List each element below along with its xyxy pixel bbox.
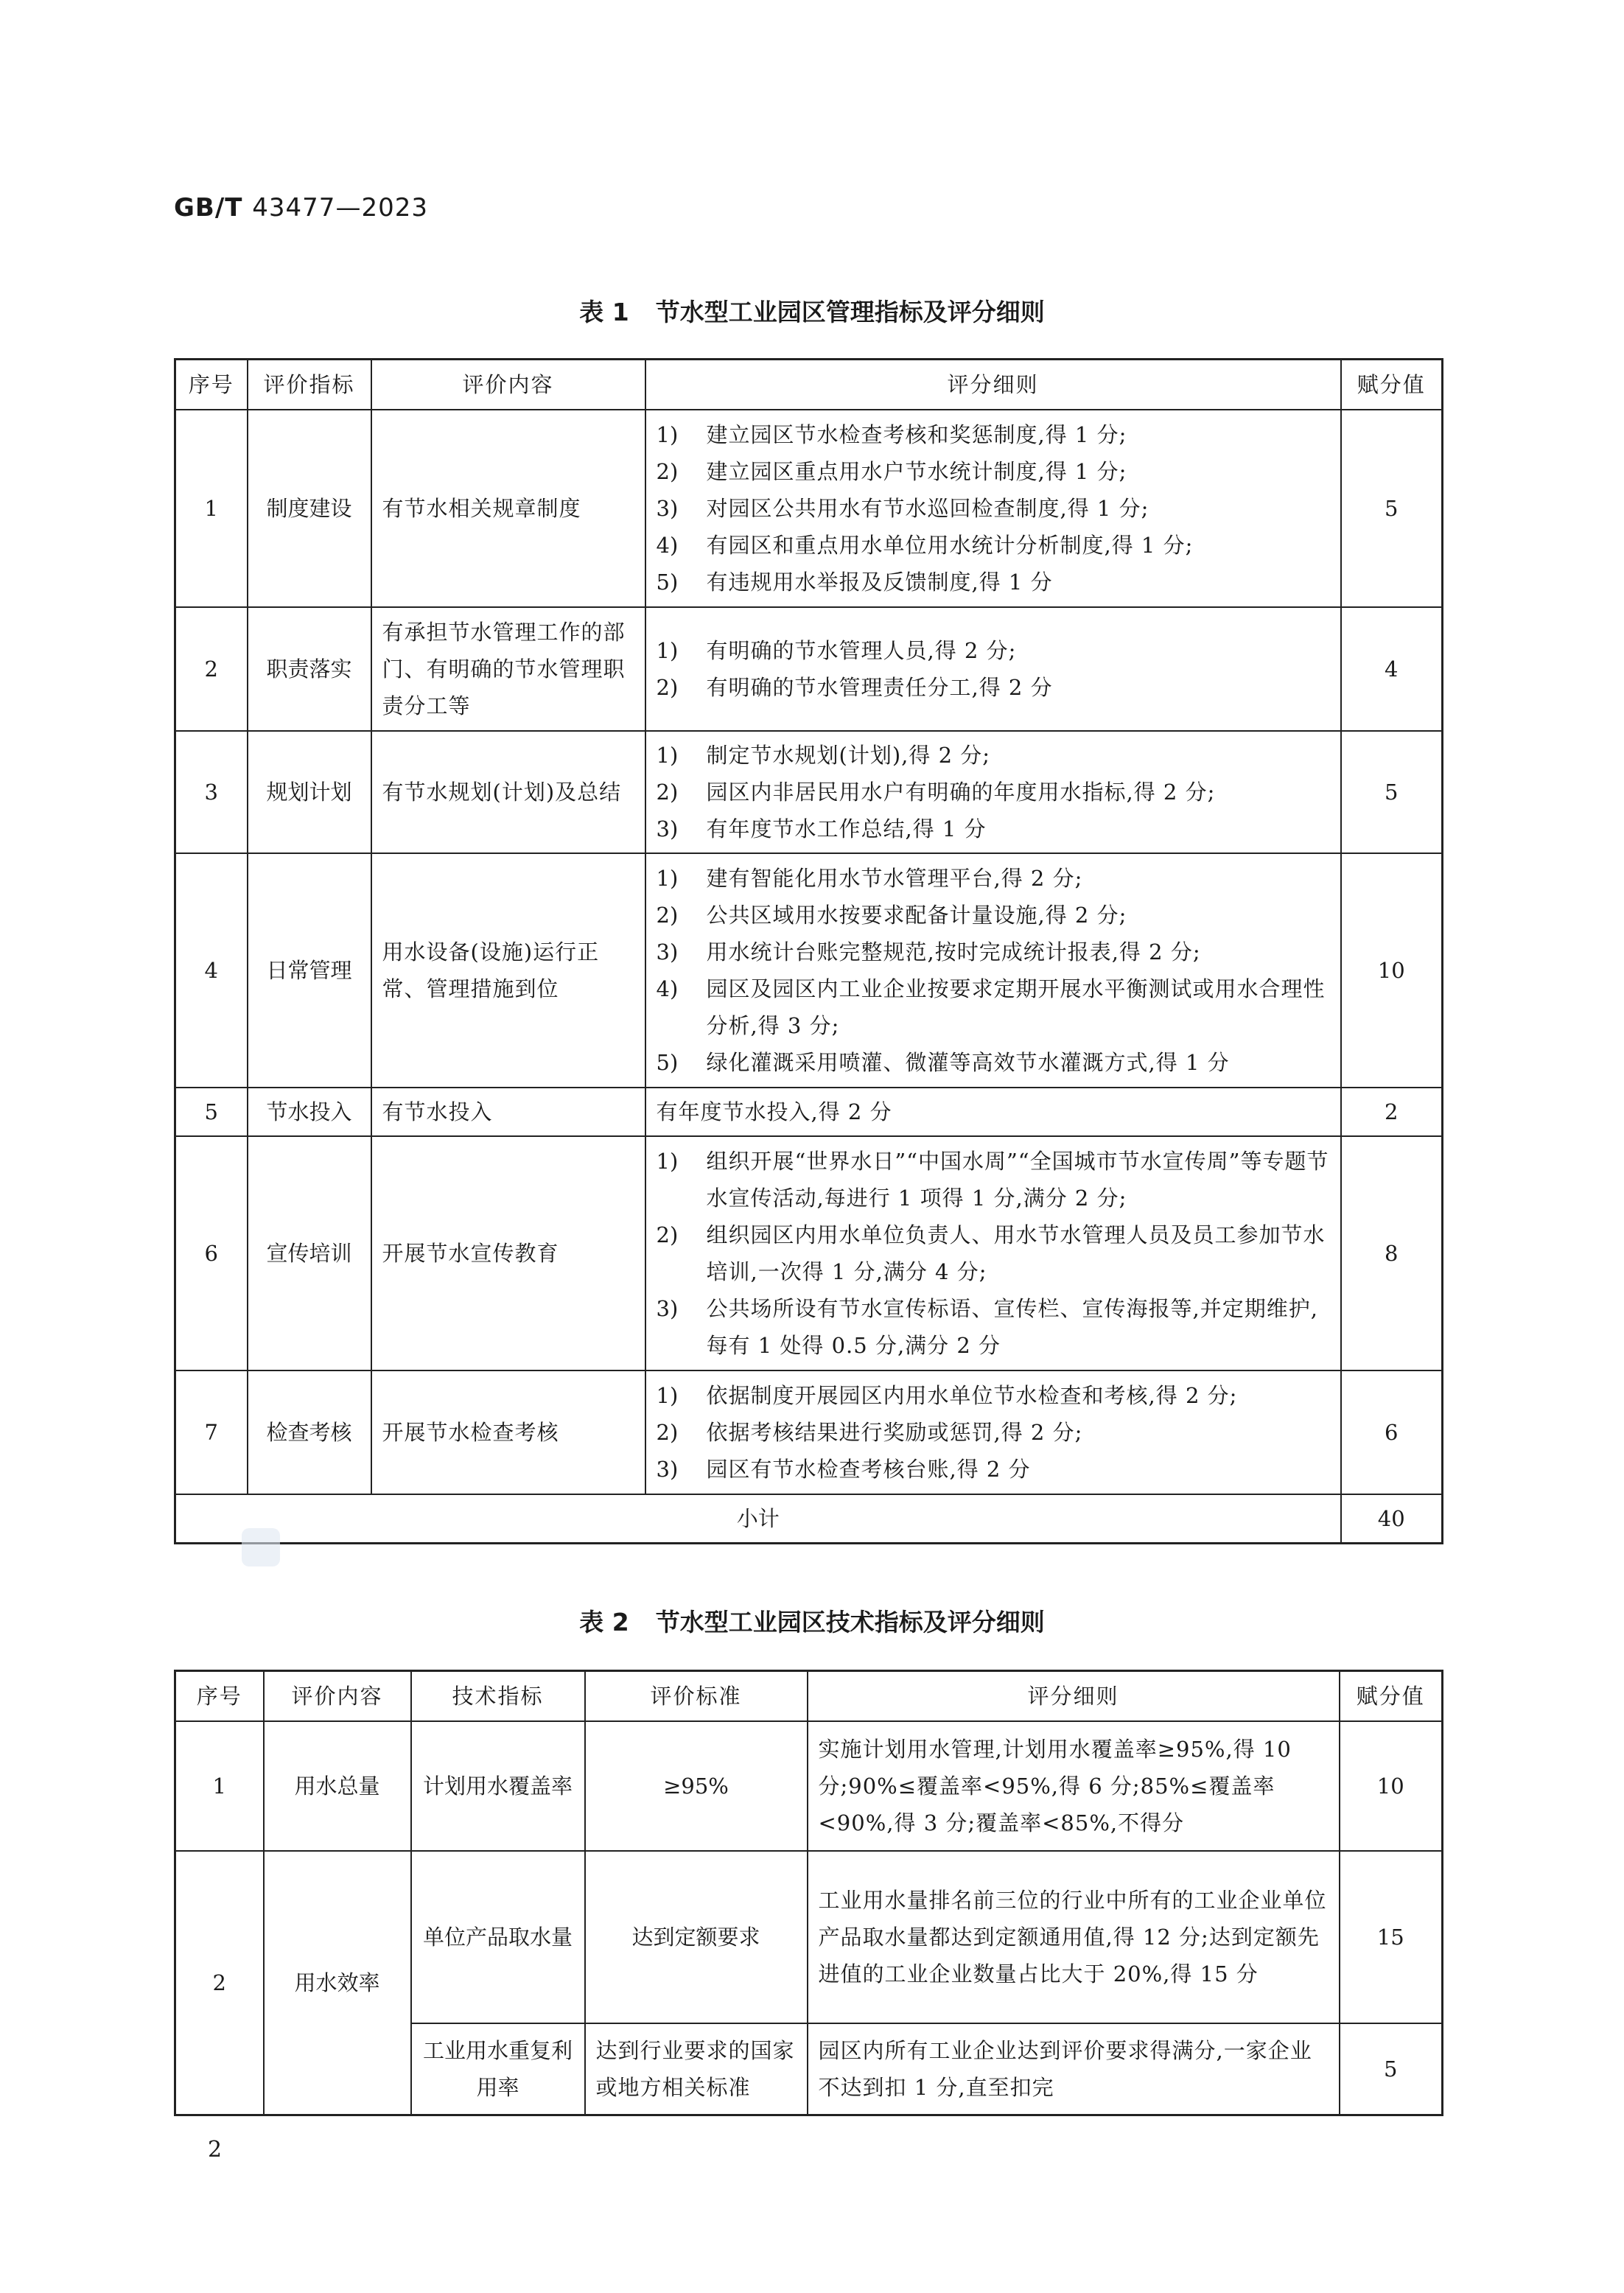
row-number: 7 xyxy=(175,1370,248,1494)
list-item: 3) 园区有节水检查考核台账,得 2 分 xyxy=(656,1457,1031,1482)
score-cell: 6 xyxy=(1341,1370,1443,1494)
subtotal-row xyxy=(175,1494,1443,1543)
row-number: 6 xyxy=(175,1136,248,1370)
content-cell: 有节水投入 xyxy=(371,1088,645,1136)
table-row xyxy=(175,731,1443,853)
content-cell: 有节水规划(计划)及总结 xyxy=(371,731,645,853)
indicator-cell: 工业用水重复利用率 xyxy=(411,2023,585,2115)
row-number: 5 xyxy=(175,1088,248,1136)
score-cell: 15 xyxy=(1340,1851,1443,2023)
table1-title: 节水型工业园区管理指标及评分细则 xyxy=(655,298,1045,326)
score-cell: 10 xyxy=(1340,1721,1443,1851)
criteria-cell: 园区内所有工业企业达到评价要求得满分,一家企业不达到扣 1 分,直至扣完 xyxy=(808,2023,1340,2115)
watermark-badge xyxy=(242,1528,280,1566)
indicator-cell: 制度建设 xyxy=(248,410,371,607)
list-item: 3) 公共场所设有节水宣传标语、宣传栏、宣传海报等,并定期维护,每有 1 处得 0.5 分,满分 2 分 xyxy=(656,1296,1318,1358)
table2-caption xyxy=(0,1603,1624,1638)
content-cell: 用水设备(设施)运行正常、管理措施到位 xyxy=(371,853,645,1088)
table-row xyxy=(175,607,1443,731)
list-item: 1) 依据制度开展园区内用水单位节水检查和考核,得 2 分; xyxy=(656,1383,1238,1408)
row-number: 3 xyxy=(175,731,248,853)
indicator-cell: 计划用水覆盖率 xyxy=(411,1721,585,1851)
criteria-cell xyxy=(645,410,1341,607)
table-row xyxy=(175,1370,1443,1494)
indicator-cell: 规划计划 xyxy=(248,731,371,853)
subtotal-label: 小计 xyxy=(175,1494,1341,1543)
management-indicators-table xyxy=(174,358,1443,1544)
indicator-cell: 宣传培训 xyxy=(248,1136,371,1370)
score-cell: 8 xyxy=(1341,1136,1443,1370)
score-cell: 10 xyxy=(1341,853,1443,1088)
column-header: 技术指标 xyxy=(411,1671,585,1722)
table2-label: 表 2 xyxy=(579,1608,629,1636)
criteria-cell: 有年度节水投入,得 2 分 xyxy=(645,1088,1341,1136)
list-item: 2) 依据考核结果进行奖励或惩罚,得 2 分; xyxy=(656,1420,1083,1445)
content-cell: 开展节水检查考核 xyxy=(371,1370,645,1494)
content-cell: 开展节水宣传教育 xyxy=(371,1136,645,1370)
list-item: 1) 建有智能化用水节水管理平台,得 2 分; xyxy=(656,866,1083,891)
list-item: 1) 建立园区节水检查考核和奖惩制度,得 1 分; xyxy=(656,422,1127,447)
criteria-cell: 工业用水量排名前三位的行业中所有的工业企业单位产品取水量都达到定额通用值,得 12 分;达到定额先进值的工业企业数量占比大于 20%,得 15 分 xyxy=(808,1851,1340,2023)
content-cell: 有承担节水管理工作的部门、有明确的节水管理职责分工等 xyxy=(371,607,645,731)
list-item: 4) 有园区和重点用水单位用水统计分析制度,得 1 分; xyxy=(656,533,1194,558)
column-header: 赋分值 xyxy=(1341,360,1443,410)
table-row xyxy=(175,410,1443,607)
column-header: 评价指标 xyxy=(248,360,371,410)
list-item: 4) 园区及园区内工业企业按要求定期开展水平衡测试或用水合理性分析,得 3 分; xyxy=(656,976,1326,1038)
indicator-cell: 检查考核 xyxy=(248,1370,371,1494)
table1-caption xyxy=(0,293,1624,328)
score-cell: 5 xyxy=(1341,410,1443,607)
document-code xyxy=(174,193,428,223)
subtotal-value: 40 xyxy=(1341,1494,1443,1543)
row-number: 1 xyxy=(175,410,248,607)
content-cell: 用水效率 xyxy=(264,1851,411,2115)
criteria-cell xyxy=(645,853,1341,1088)
list-item: 2) 公共区域用水按要求配备计量设施,得 2 分; xyxy=(656,903,1127,928)
column-header: 序号 xyxy=(175,1671,264,1722)
content-cell: 用水总量 xyxy=(264,1721,411,1851)
list-item: 2) 建立园区重点用水户节水统计制度,得 1 分; xyxy=(656,459,1127,484)
indicator-cell: 单位产品取水量 xyxy=(411,1851,585,2023)
standard-cell: ≥95% xyxy=(585,1721,808,1851)
list-item: 1) 有明确的节水管理人员,得 2 分; xyxy=(656,638,1017,663)
column-header: 评价内容 xyxy=(371,360,645,410)
standard-number: 43477—2023 xyxy=(252,193,428,223)
score-cell: 4 xyxy=(1341,607,1443,731)
table1-label: 表 1 xyxy=(579,298,629,326)
list-item: 5) 绿化灌溉采用喷灌、微灌等高效节水灌溉方式,得 1 分 xyxy=(656,1050,1230,1075)
indicator-cell: 节水投入 xyxy=(248,1088,371,1136)
list-item: 2) 组织园区内用水单位负责人、用水节水管理人员及员工参加节水培训,一次得 1 分,满分 4 分; xyxy=(656,1222,1326,1284)
list-item: 5) 有违规用水举报及反馈制度,得 1 分 xyxy=(656,570,1053,595)
table-header-row xyxy=(175,360,1443,410)
criteria-cell xyxy=(645,1136,1341,1370)
criteria-cell xyxy=(645,1370,1341,1494)
standard-cell: 达到定额要求 xyxy=(585,1851,808,2023)
column-header: 评分细则 xyxy=(808,1671,1340,1722)
list-item: 2) 有明确的节水管理责任分工,得 2 分 xyxy=(656,675,1053,700)
table-row xyxy=(175,1088,1443,1136)
list-item: 1) 组织开展“世界水日”“中国水周”“全国城市节水宣传周”等专题节水宣传活动,每进行 1 项得 1 分,满分 2 分; xyxy=(656,1149,1329,1211)
table-row xyxy=(175,1851,1443,2023)
standard-prefix: GB/T xyxy=(174,193,243,223)
list-item: 3) 用水统计台账完整规范,按时完成统计报表,得 2 分; xyxy=(656,939,1201,965)
criteria-cell xyxy=(645,731,1341,853)
score-cell: 5 xyxy=(1340,2023,1443,2115)
score-cell: 5 xyxy=(1341,731,1443,853)
criteria-cell xyxy=(645,607,1341,731)
page-number: 2 xyxy=(208,2137,223,2163)
column-header: 评价内容 xyxy=(264,1671,411,1722)
list-item: 1) 制定节水规划(计划),得 2 分; xyxy=(656,743,991,768)
column-header: 评价标准 xyxy=(585,1671,808,1722)
list-item: 3) 对园区公共用水有节水巡回检查制度,得 1 分; xyxy=(656,496,1149,521)
indicator-cell: 日常管理 xyxy=(248,853,371,1088)
column-header: 评分细则 xyxy=(645,360,1341,410)
indicator-cell: 职责落实 xyxy=(248,607,371,731)
list-item: 3) 有年度节水工作总结,得 1 分 xyxy=(656,816,987,841)
list-item: 2) 园区内非居民用水户有明确的年度用水指标,得 2 分; xyxy=(656,780,1216,805)
criteria-cell: 实施计划用水管理,计划用水覆盖率≥95%,得 10 分;90%≤覆盖率<95%,得 6 分;85%≤覆盖率<90%,得 3 分;覆盖率<85%,不得分 xyxy=(808,1721,1340,1851)
row-number: 2 xyxy=(175,1851,264,2115)
table-header-row xyxy=(175,1671,1443,1722)
standard-cell: 达到行业要求的国家或地方相关标准 xyxy=(585,2023,808,2115)
table2-title: 节水型工业园区技术指标及评分细则 xyxy=(655,1608,1045,1636)
row-number: 2 xyxy=(175,607,248,731)
table-row xyxy=(175,1136,1443,1370)
row-number: 1 xyxy=(175,1721,264,1851)
content-cell: 有节水相关规章制度 xyxy=(371,410,645,607)
table-row xyxy=(175,853,1443,1088)
technical-indicators-table xyxy=(174,1670,1443,2116)
row-number: 4 xyxy=(175,853,248,1088)
table-row xyxy=(175,1721,1443,1851)
score-cell: 2 xyxy=(1341,1088,1443,1136)
column-header: 赋分值 xyxy=(1340,1671,1443,1722)
column-header: 序号 xyxy=(175,360,248,410)
